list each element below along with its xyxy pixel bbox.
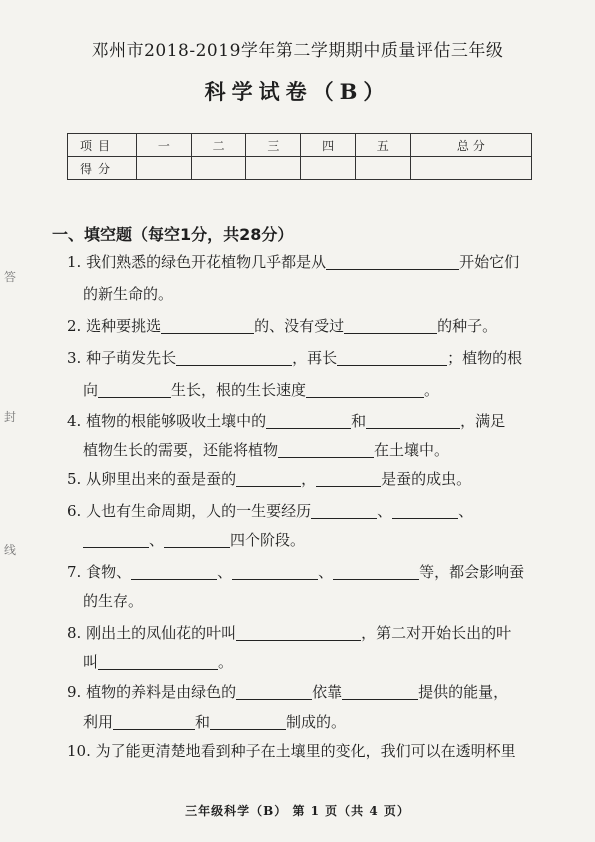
answer-blank[interactable] xyxy=(316,468,381,487)
question-text: 10. 为了能更清楚地看到种子在土壤里的变化，我们可以在透明杯里 xyxy=(67,742,516,760)
question-text: 。 xyxy=(218,653,234,671)
question-text: 等，都会影响蚕 xyxy=(419,563,525,581)
answer-blank[interactable] xyxy=(164,529,230,548)
question-text: 和 xyxy=(351,412,367,430)
question-text: ；植物的根 xyxy=(447,349,523,367)
question-9 xyxy=(67,677,547,707)
answer-blank[interactable] xyxy=(176,347,292,366)
answer-blank[interactable] xyxy=(98,379,171,398)
exam-header-title: 邓州市2018-2019学年第二学期期中质量评估三年级 xyxy=(91,41,504,61)
question-1 xyxy=(67,247,547,277)
question-3-line2 xyxy=(83,375,563,405)
question-text: 、 xyxy=(217,563,233,581)
answer-blank[interactable] xyxy=(113,711,195,730)
question-text: 9. 植物的养料是由绿色的 xyxy=(67,683,237,701)
score-entry-1[interactable] xyxy=(137,157,192,180)
question-text: 、 xyxy=(318,563,334,581)
question-text: ，第二对开始长出的叶 xyxy=(361,624,512,642)
question-text: 植物生长的需要，还能将植物 xyxy=(83,441,279,459)
answer-blank[interactable] xyxy=(278,439,374,458)
score-cell-4: 四 xyxy=(301,134,356,157)
question-text: 2. 选种要挑选 xyxy=(67,317,162,335)
question-text: 、 xyxy=(458,502,474,520)
answer-blank[interactable] xyxy=(366,410,460,429)
side-mark-2: 封 xyxy=(4,410,17,424)
question-10 xyxy=(67,736,547,766)
question-text: 在土壤中。 xyxy=(374,441,450,459)
question-8 xyxy=(67,618,547,648)
question-text: 和 xyxy=(195,713,211,731)
question-text: 、 xyxy=(149,531,165,549)
question-text: ，再长 xyxy=(292,349,338,367)
question-text: 的生存。 xyxy=(83,592,144,610)
answer-blank[interactable] xyxy=(236,468,301,487)
question-text: 向 xyxy=(83,381,99,399)
question-text: 、 xyxy=(377,502,393,520)
answer-blank[interactable] xyxy=(83,529,149,548)
question-text: 生长，根的生长速度 xyxy=(171,381,307,399)
question-text: 7. 食物、 xyxy=(67,563,132,581)
score-cell-label: 得分 xyxy=(68,157,137,180)
question-7-line2 xyxy=(83,586,563,616)
side-mark-1: 答 xyxy=(4,270,17,284)
question-text: ，满足 xyxy=(460,412,506,430)
score-entry-total[interactable] xyxy=(410,157,531,180)
answer-blank[interactable] xyxy=(392,500,458,519)
question-text: 。 xyxy=(424,381,440,399)
question-text: 提供的能量， xyxy=(418,683,509,701)
answer-blank[interactable] xyxy=(333,561,419,580)
question-text: 的新生命的。 xyxy=(83,285,174,303)
answer-blank[interactable] xyxy=(326,251,459,270)
score-cell-3: 三 xyxy=(246,134,301,157)
question-text: 依靠 xyxy=(312,683,343,701)
answer-blank[interactable] xyxy=(232,561,318,580)
question-text: 四个阶段。 xyxy=(230,531,306,549)
question-text: ， xyxy=(301,470,317,488)
score-cell-total: 总 分 xyxy=(410,134,531,157)
score-entry-5[interactable] xyxy=(355,157,410,180)
question-text: 开始它们 xyxy=(459,253,520,271)
score-cell-2: 二 xyxy=(191,134,246,157)
question-text: 制成的。 xyxy=(286,713,347,731)
answer-blank[interactable] xyxy=(210,711,286,730)
answer-blank[interactable] xyxy=(266,410,351,429)
score-cell-5: 五 xyxy=(355,134,410,157)
answer-blank[interactable] xyxy=(161,315,254,334)
question-5 xyxy=(67,464,547,494)
question-2 xyxy=(67,311,547,341)
question-text: 6. 人也有生命周期，人的一生要经历 xyxy=(67,502,312,520)
question-text: 叫 xyxy=(83,653,99,671)
score-entry-3[interactable] xyxy=(246,157,301,180)
section-title: 一、填空题（每空1分，共28分） xyxy=(52,225,294,244)
score-table xyxy=(67,133,532,180)
score-entry-2[interactable] xyxy=(191,157,246,180)
question-text: 5. 从卵里出来的蚕是蚕的 xyxy=(67,470,237,488)
question-text: 利用 xyxy=(83,713,114,731)
score-cell-item: 项目 xyxy=(68,134,137,157)
page-footer: 三年级科学（B） 第 1 页（共 4 页） xyxy=(185,804,410,818)
question-text: 1. 我们熟悉的绿色开花植物几乎都是从 xyxy=(67,253,327,271)
question-1-line2 xyxy=(83,279,563,309)
question-text: 8. 刚出土的凤仙花的叶叫 xyxy=(67,624,237,642)
question-6-line2 xyxy=(83,525,563,555)
question-text: 的、没有受过 xyxy=(254,317,345,335)
paper-title: 科学试卷（B） xyxy=(204,79,391,104)
answer-blank[interactable] xyxy=(131,561,217,580)
question-9-line2 xyxy=(83,707,563,737)
question-4-line2 xyxy=(83,435,563,465)
question-text: 的种子。 xyxy=(437,317,498,335)
score-table-header-row xyxy=(68,134,532,157)
question-4 xyxy=(67,406,547,436)
score-cell-1: 一 xyxy=(137,134,192,157)
question-text: 是蚕的成虫。 xyxy=(381,470,472,488)
question-7 xyxy=(67,557,547,587)
score-entry-4[interactable] xyxy=(301,157,356,180)
answer-blank[interactable] xyxy=(236,622,361,641)
answer-blank[interactable] xyxy=(311,500,377,519)
answer-blank[interactable] xyxy=(342,681,418,700)
question-text: 3. 种子萌发先长 xyxy=(67,349,177,367)
side-mark-3: 线 xyxy=(4,543,17,557)
question-6 xyxy=(67,496,547,526)
score-table-score-row xyxy=(68,157,532,180)
answer-blank[interactable] xyxy=(236,681,312,700)
question-3 xyxy=(67,343,547,373)
answer-blank[interactable] xyxy=(337,347,447,366)
answer-blank[interactable] xyxy=(344,315,437,334)
answer-blank[interactable] xyxy=(306,379,424,398)
question-8-line2 xyxy=(83,647,563,677)
answer-blank[interactable] xyxy=(98,651,218,670)
question-text: 4. 植物的根能够吸收土壤中的 xyxy=(67,412,267,430)
